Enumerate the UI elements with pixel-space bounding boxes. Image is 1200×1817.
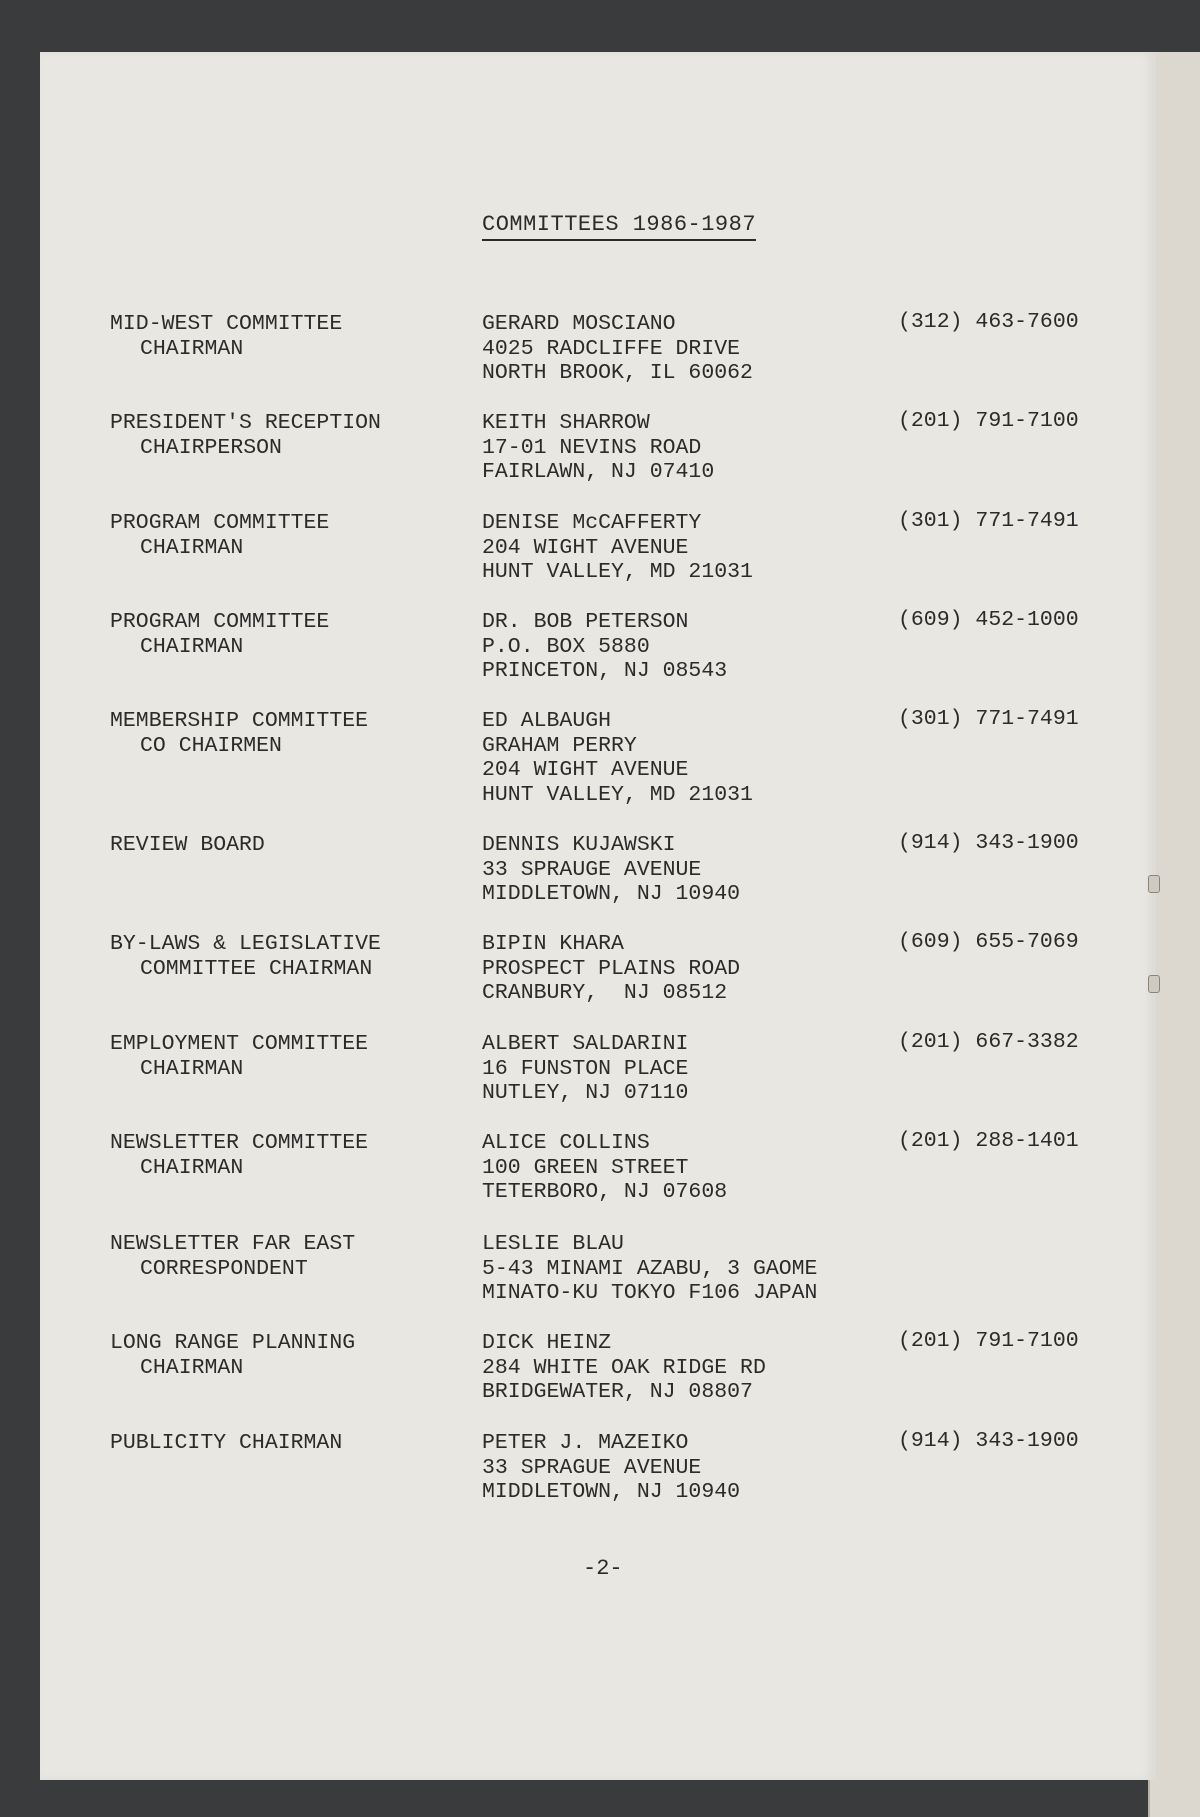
committee-role bbox=[110, 1331, 470, 1380]
address-line: HUNT VALLEY, MD 21031 bbox=[482, 782, 753, 807]
phone-number: (312) 463-7600 bbox=[898, 310, 1079, 334]
contact-name: DICK HEINZ bbox=[482, 1331, 612, 1355]
contact-address bbox=[482, 1331, 892, 1405]
address-line: BRIDGEWATER, NJ 08807 bbox=[482, 1380, 753, 1405]
contact-name: PETER J. MAZEIKO bbox=[482, 1431, 689, 1455]
phone-number: (301) 771-7491 bbox=[898, 509, 1079, 533]
contact-address bbox=[482, 709, 892, 807]
address-line: 204 WIGHT AVENUE bbox=[482, 758, 689, 783]
contact-address bbox=[482, 511, 892, 585]
committee-role-line1: REVIEW BOARD bbox=[110, 833, 265, 857]
phone-number: (609) 452-1000 bbox=[898, 608, 1079, 632]
committee-role bbox=[110, 709, 470, 758]
contact-address bbox=[482, 1431, 892, 1505]
contact-name: BIPIN KHARA bbox=[482, 932, 624, 956]
committee-role-line1: EMPLOYMENT COMMITTEE bbox=[110, 1032, 369, 1056]
phone-number: (914) 343-1900 bbox=[898, 1429, 1079, 1453]
committee-role bbox=[110, 1032, 470, 1081]
address-line: 4025 RADCLIFFE DRIVE bbox=[482, 336, 741, 361]
committee-role-line1: LONG RANGE PLANNING bbox=[110, 1331, 356, 1355]
contact-address bbox=[482, 312, 892, 386]
contact-address bbox=[482, 1232, 892, 1306]
committee-role bbox=[110, 1431, 470, 1456]
contact-name: DENISE McCAFFERTY bbox=[482, 511, 702, 535]
committee-role-line2: CHAIRMAN bbox=[140, 634, 244, 659]
contact-name: LESLIE BLAU bbox=[482, 1232, 624, 1256]
committee-role-line1: PUBLICITY CHAIRMAN bbox=[110, 1431, 343, 1455]
contact-address bbox=[482, 833, 892, 907]
staple bbox=[1148, 875, 1160, 893]
committee-role-line2: CHAIRMAN bbox=[140, 535, 244, 560]
committee-role bbox=[110, 312, 470, 361]
phone-number: (301) 771-7491 bbox=[898, 707, 1079, 731]
committee-role-line1: MID-WEST COMMITTEE bbox=[110, 312, 343, 336]
address-line: MIDDLETOWN, NJ 10940 bbox=[482, 882, 741, 907]
address-line: HUNT VALLEY, MD 21031 bbox=[482, 560, 753, 585]
address-line: 16 FUNSTON PLACE bbox=[482, 1056, 689, 1081]
committee-role bbox=[110, 1131, 470, 1180]
committee-role-line2: CORRESPONDENT bbox=[140, 1256, 308, 1281]
staple bbox=[1148, 975, 1160, 993]
address-line: PROSPECT PLAINS ROAD bbox=[482, 956, 741, 981]
address-line: 33 SPRAGUE AVENUE bbox=[482, 1455, 702, 1480]
committee-role-line2: COMMITTEE CHAIRMAN bbox=[140, 956, 373, 981]
committee-role-line2: CO CHAIRMEN bbox=[140, 733, 282, 758]
page-number: -2- bbox=[583, 1556, 623, 1581]
address-line: FAIRLAWN, NJ 07410 bbox=[482, 460, 715, 485]
address-line: 100 GREEN STREET bbox=[482, 1155, 689, 1180]
address-line: MINATO-KU TOKYO F106 JAPAN bbox=[482, 1281, 818, 1306]
committee-role-line1: PROGRAM COMMITTEE bbox=[110, 610, 330, 634]
committee-role-line2: CHAIRPERSON bbox=[140, 435, 282, 460]
address-line: TETERBORO, NJ 07608 bbox=[482, 1180, 728, 1205]
committee-role-line2: CHAIRMAN bbox=[140, 1056, 244, 1081]
contact-address bbox=[482, 411, 892, 485]
committee-role bbox=[110, 511, 470, 560]
committee-role-line1: NEWSLETTER FAR EAST bbox=[110, 1232, 356, 1256]
contact-name: KEITH SHARROW bbox=[482, 411, 650, 435]
contact-address bbox=[482, 1131, 892, 1205]
page-title: COMMITTEES 1986-1987 bbox=[482, 212, 756, 241]
contact-name: ED ALBAUGH bbox=[482, 709, 612, 733]
phone-number: (201) 667-3382 bbox=[898, 1030, 1079, 1054]
phone-number: (201) 791-7100 bbox=[898, 1329, 1079, 1353]
contact-name: ALBERT SALDARINI bbox=[482, 1032, 689, 1056]
committee-role-line1: PRESIDENT'S RECEPTION bbox=[110, 411, 381, 435]
committee-role-line1: NEWSLETTER COMMITTEE bbox=[110, 1131, 369, 1155]
address-line: PRINCETON, NJ 08543 bbox=[482, 659, 728, 684]
contact-name: ALICE COLLINS bbox=[482, 1131, 650, 1155]
contact-name: GERARD MOSCIANO bbox=[482, 312, 676, 336]
committee-role-line1: PROGRAM COMMITTEE bbox=[110, 511, 330, 535]
contact-address bbox=[482, 610, 892, 684]
phone-number: (609) 655-7069 bbox=[898, 930, 1079, 954]
committee-role bbox=[110, 610, 470, 659]
committee-role-line2: CHAIRMAN bbox=[140, 1155, 244, 1180]
committee-role bbox=[110, 833, 470, 858]
committee-role bbox=[110, 932, 470, 981]
contact-address bbox=[482, 1032, 892, 1106]
address-line: 284 WHITE OAK RIDGE RD bbox=[482, 1355, 766, 1380]
phone-number: (201) 791-7100 bbox=[898, 409, 1079, 433]
contact-name: DR. BOB PETERSON bbox=[482, 610, 689, 634]
address-line: 33 SPRAUGE AVENUE bbox=[482, 857, 702, 882]
address-line: NUTLEY, NJ 07110 bbox=[482, 1081, 689, 1106]
contact-name: DENNIS KUJAWSKI bbox=[482, 833, 676, 857]
address-line: 17-01 NEVINS ROAD bbox=[482, 435, 702, 460]
committee-role bbox=[110, 411, 470, 460]
contact-address bbox=[482, 932, 892, 1006]
committee-role bbox=[110, 1232, 470, 1281]
address-line: CRANBURY, NJ 08512 bbox=[482, 981, 728, 1006]
phone-number: (914) 343-1900 bbox=[898, 831, 1079, 855]
committee-role-line2: CHAIRMAN bbox=[140, 336, 244, 361]
committee-role-line2: CHAIRMAN bbox=[140, 1355, 244, 1380]
phone-number: (201) 288-1401 bbox=[898, 1129, 1079, 1153]
address-line: NORTH BROOK, IL 60062 bbox=[482, 361, 753, 386]
address-line: 5-43 MINAMI AZABU, 3 GAOME bbox=[482, 1256, 818, 1281]
address-line: GRAHAM PERRY bbox=[482, 733, 637, 758]
committee-role-line1: BY-LAWS & LEGISLATIVE bbox=[110, 932, 381, 956]
address-line: P.O. BOX 5880 bbox=[482, 634, 650, 659]
address-line: MIDDLETOWN, NJ 10940 bbox=[482, 1480, 741, 1505]
committee-role-line1: MEMBERSHIP COMMITTEE bbox=[110, 709, 369, 733]
address-line: 204 WIGHT AVENUE bbox=[482, 535, 689, 560]
